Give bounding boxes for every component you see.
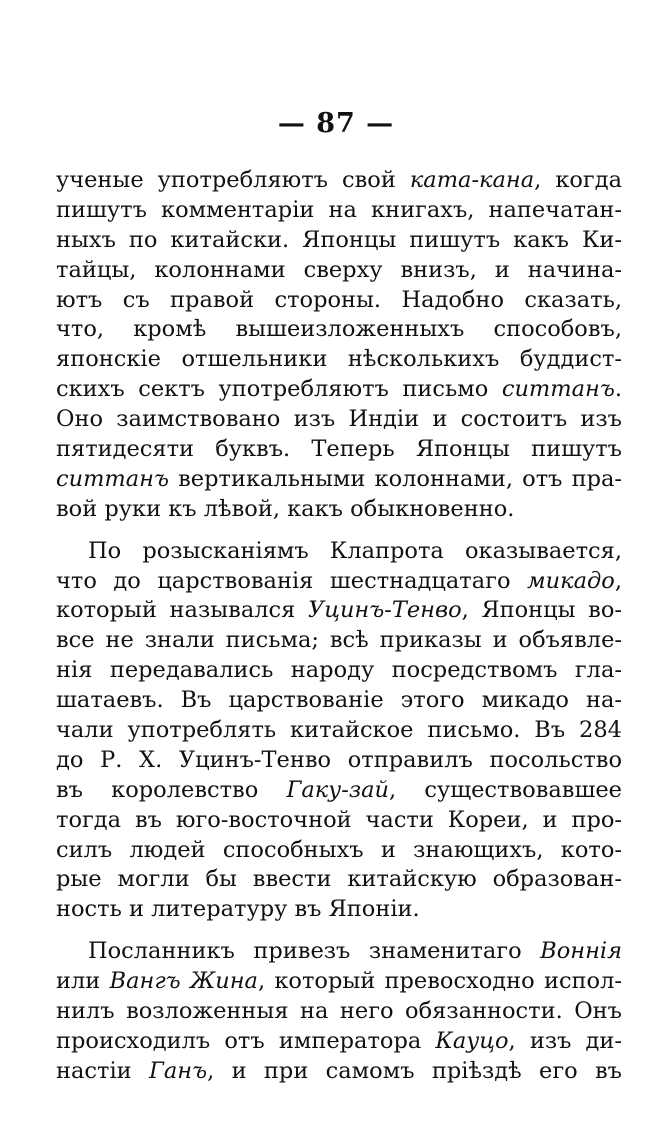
text-run: пишутъ комментаріи на книгахъ, напечатан- — [56, 196, 622, 223]
text-line — [56, 465, 622, 495]
text-line — [56, 375, 622, 405]
text-line — [56, 997, 622, 1027]
body-text — [56, 166, 622, 1087]
text-line — [56, 746, 622, 776]
italic-term: ката-кана — [409, 167, 535, 193]
paragraph-gap — [56, 525, 622, 537]
text-run: рые могли бы ввести китайскую образован- — [56, 866, 622, 893]
paragraph — [56, 537, 622, 926]
text-line — [56, 286, 622, 316]
text-line — [56, 836, 622, 866]
text-line — [56, 345, 622, 375]
text-run: нія передавались народу посредствомъ гла- — [56, 657, 622, 684]
text-run: нилъ возложенныя на него обязанности. Онъ — [56, 998, 622, 1025]
text-run: что, кромѣ вышеизложенныхъ способовъ, — [56, 316, 622, 343]
text-run: По розысканіямъ Клапрота оказывается, — [88, 537, 622, 564]
text-line — [56, 315, 622, 345]
text-run: , — [614, 567, 622, 594]
text-run: тогда въ юго-восточной части Кореи, и про- — [56, 806, 622, 833]
text-run: до Р. Х. Уцинъ-Тенво отправилъ посольство — [56, 746, 622, 773]
text-run: все не знали письма; всѣ приказы и объявле- — [56, 627, 622, 654]
text-line — [56, 656, 622, 686]
text-run: вой руки къ лѣвой, какъ обыкновенно. — [56, 495, 515, 522]
text-run: настіи — [56, 1057, 149, 1084]
text-run: пятидесяти буквъ. Теперь Японцы пишутъ — [56, 436, 622, 463]
italic-term: Уцинъ-Тенво — [307, 597, 462, 624]
text-run: который назывался — [56, 597, 308, 624]
text-line — [56, 967, 622, 997]
page-number: — 87 — — [277, 108, 395, 139]
text-run: ныхъ по китайски. Японцы пишутъ какъ Ки- — [56, 226, 622, 253]
paragraph-gap — [56, 925, 622, 937]
text-run: . — [614, 376, 622, 403]
text-line — [56, 226, 622, 256]
paragraph — [56, 166, 622, 525]
text-line — [56, 626, 622, 656]
text-run: Оно заимствовано изъ Индіи и состоитъ изъ — [56, 406, 622, 433]
text-run: что до царствованія шестнадцатаго — [56, 567, 528, 594]
paragraph — [56, 937, 622, 1086]
text-line — [56, 166, 622, 196]
text-line — [56, 686, 622, 716]
italic-term: микадо — [527, 567, 615, 594]
text-run: въ королевство — [56, 776, 287, 803]
text-line — [56, 1027, 622, 1057]
text-line — [56, 865, 622, 895]
text-run: , и при самомъ пріѣздѣ его въ — [207, 1057, 622, 1084]
italic-term: Гаку-зай — [286, 776, 390, 803]
text-line — [56, 256, 622, 286]
text-line — [56, 567, 622, 597]
text-line — [56, 716, 622, 746]
text-run: вертикальными колоннами, отъ пра- — [169, 465, 622, 492]
text-run: скихъ сектъ употребляютъ письмо — [56, 376, 502, 403]
text-run: тайцы, колоннами сверху внизъ, и начина- — [56, 256, 622, 283]
text-line — [56, 537, 622, 567]
text-line — [56, 776, 622, 806]
text-line — [56, 435, 622, 465]
text-run: , который превосходно испол- — [257, 968, 622, 995]
italic-term: ситтанъ — [501, 376, 615, 403]
text-run: , когда — [534, 167, 622, 193]
italic-term: Кауцо — [435, 1027, 509, 1054]
italic-term: ситтанъ — [56, 465, 169, 492]
text-run: ученые употребляютъ свой — [56, 167, 410, 193]
text-line — [56, 596, 622, 626]
text-line — [56, 405, 622, 435]
text-line — [56, 1057, 622, 1087]
text-run: японскіе отшельники нѣсколькихъ буддист- — [56, 346, 622, 373]
text-run: происходилъ отъ императора — [56, 1027, 436, 1054]
text-run: , изъ ди- — [508, 1027, 622, 1054]
italic-term: Вангъ Жина — [109, 968, 258, 995]
italic-term: Ганъ — [148, 1057, 208, 1084]
text-run: , существовавшее — [389, 776, 622, 803]
text-run: силъ людей способныхъ и знающихъ, кото- — [56, 836, 622, 863]
text-line — [56, 806, 622, 836]
text-line — [56, 495, 622, 525]
text-run: шатаевъ. Въ царствованіе этого микадо на- — [56, 687, 622, 714]
text-line — [56, 895, 622, 925]
text-run: или — [56, 968, 110, 995]
text-line — [56, 937, 622, 967]
text-line — [56, 196, 622, 226]
text-run: ютъ съ правой стороны. Надобно сказать, — [56, 286, 622, 313]
text-run: чали употреблять китайское письмо. Въ 284 — [56, 717, 622, 744]
text-run: ность и литературу въ Японіи. — [56, 896, 420, 923]
text-run: Посланникъ привезъ знаменитаго — [88, 938, 541, 965]
italic-term: Воннія — [540, 938, 622, 965]
text-run: , Японцы во- — [461, 597, 622, 624]
